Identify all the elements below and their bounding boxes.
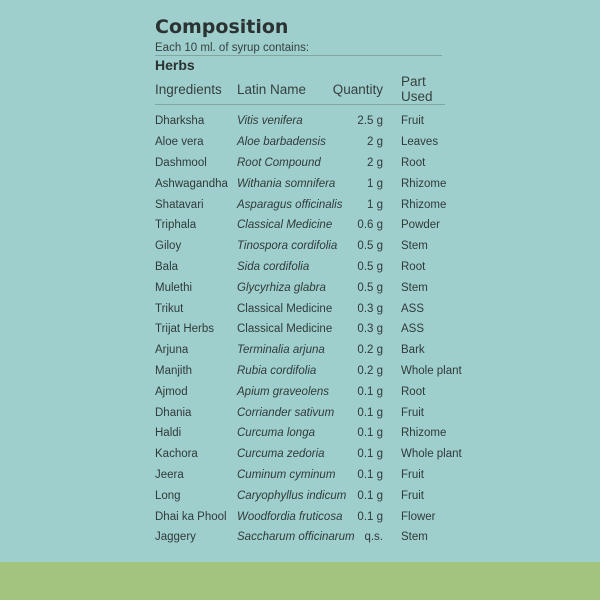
ingredient-cell: Kachora	[155, 448, 198, 461]
ingredient-cell: Jaggery	[155, 531, 196, 544]
ingredients-table	[155, 74, 462, 548]
section-heading-herbs: Herbs	[155, 55, 442, 74]
table-row	[155, 340, 445, 361]
part-used-cell: Flower	[401, 510, 436, 523]
quantity-cell: q.s.	[364, 531, 383, 544]
quantity-cell: 0.3 g	[357, 323, 383, 336]
table-row	[155, 277, 445, 298]
table-row	[155, 236, 445, 257]
column-header-ingredients: Ingredients	[155, 81, 222, 97]
table-row	[155, 381, 445, 402]
latin-name-cell: Glycyrhiza glabra	[237, 281, 326, 294]
latin-name-cell: Vitis venifera	[237, 115, 303, 128]
ingredient-cell: Dhania	[155, 406, 192, 419]
part-used-cell: Root	[401, 385, 426, 398]
latin-name-cell: Curcuma longa	[237, 427, 315, 440]
column-header-latin-name: Latin Name	[237, 81, 307, 97]
ingredient-cell: Ashwagandha	[155, 177, 228, 190]
quantity-cell: 0.1 g	[357, 385, 383, 398]
ingredient-cell: Shatavari	[155, 198, 204, 211]
quantity-cell: 0.1 g	[357, 427, 383, 440]
quantity-cell: 0.1 g	[357, 489, 383, 502]
table-row	[155, 194, 445, 215]
part-used-cell: Fruit	[401, 406, 424, 419]
latin-name-cell: Corriander sativum	[237, 406, 335, 419]
part-used-cell: Root	[401, 260, 426, 273]
latin-name-cell: Asparagus officinalis	[237, 198, 343, 211]
ingredient-cell: Manjith	[155, 364, 193, 377]
quantity-cell: 0.5 g	[357, 281, 383, 294]
part-used-cell: Stem	[401, 531, 428, 544]
composition-panel	[155, 14, 462, 548]
table-row	[155, 361, 445, 382]
part-used-cell: Stem	[401, 281, 428, 294]
table-row	[155, 527, 445, 548]
latin-name-cell: Classical Medicine	[237, 219, 333, 232]
latin-name-cell: Root Compound	[237, 156, 321, 169]
ingredient-cell: Long	[155, 489, 181, 502]
part-used-cell: Fruit	[401, 468, 424, 481]
table-row	[155, 485, 445, 506]
ingredient-cell: Bala	[155, 260, 179, 273]
quantity-cell: 0.6 g	[357, 219, 383, 232]
subtitle: Each 10 ml. of syrup contains:	[155, 42, 310, 54]
quantity-cell: 0.5 g	[357, 260, 383, 273]
ingredient-cell: Triphala	[155, 219, 197, 232]
quantity-cell: 0.1 g	[357, 448, 383, 461]
quantity-cell: 1 g	[367, 198, 383, 211]
quantity-cell: 0.1 g	[357, 510, 383, 523]
quantity-cell: 0.3 g	[357, 302, 383, 315]
part-used-cell: ASS	[401, 302, 425, 315]
table-row	[155, 111, 445, 132]
ingredient-cell: Aloe vera	[155, 136, 204, 149]
table-row	[155, 423, 445, 444]
quantity-cell: 0.1 g	[357, 406, 383, 419]
part-used-cell: Rhizome	[401, 177, 447, 190]
latin-name-cell: Aloe barbadensis	[237, 136, 326, 149]
latin-name-cell: Rubia cordifolia	[237, 364, 317, 377]
latin-name-cell: Classical Medicine	[237, 323, 333, 336]
latin-name-cell: Sida cordifolia	[237, 260, 310, 273]
ingredient-cell: Mulethi	[155, 281, 193, 294]
column-header-quantity: Quantity	[332, 81, 383, 97]
latin-name-cell: Saccharum officinarum	[237, 531, 355, 544]
ingredient-cell: Dhai ka Phool	[155, 510, 227, 523]
table-row	[155, 298, 445, 319]
part-used-cell: Whole plant	[401, 364, 462, 377]
quantity-cell: 0.1 g	[357, 468, 383, 481]
part-used-cell: Fruit	[401, 115, 424, 128]
latin-name-cell: Caryophyllus indicum	[237, 489, 347, 502]
ingredient-cell: Trikut	[155, 302, 184, 315]
table-row	[155, 173, 445, 194]
quantity-cell: 2 g	[367, 136, 383, 149]
table-header	[155, 74, 445, 105]
ingredient-cell: Jeera	[155, 468, 184, 481]
table-row	[155, 506, 445, 527]
ingredient-cell: Dharksha	[155, 115, 205, 128]
table-row	[155, 319, 445, 340]
quantity-cell: 0.2 g	[357, 364, 383, 377]
ingredient-cell: Ajmod	[155, 385, 188, 398]
part-used-cell: Whole plant	[401, 448, 462, 461]
latin-name-cell: Apium graveolens	[237, 385, 330, 398]
quantity-cell: 0.2 g	[357, 344, 383, 357]
ingredient-cell: Arjuna	[155, 344, 189, 357]
table-row	[155, 444, 445, 465]
quantity-cell: 0.5 g	[357, 240, 383, 253]
table-row	[155, 215, 445, 236]
ingredient-cell: Trijat Herbs	[155, 323, 214, 336]
table-row	[155, 257, 445, 278]
part-used-cell: Rhizome	[401, 427, 447, 440]
table-row	[155, 132, 445, 153]
quantity-cell: 2.5 g	[357, 115, 383, 128]
latin-name-cell: Terminalia arjuna	[237, 344, 325, 357]
ingredient-cell: Haldi	[155, 427, 182, 440]
part-used-cell: Bark	[401, 344, 425, 357]
page-title: Composition	[155, 16, 289, 38]
column-header-part-used: Part Used	[401, 74, 433, 104]
latin-name-cell: Withania somnifera	[237, 177, 336, 190]
part-used-cell: Rhizome	[401, 198, 447, 211]
part-used-cell: Fruit	[401, 489, 424, 502]
ingredient-cell: Dashmool	[155, 156, 207, 169]
part-used-cell: Root	[401, 156, 426, 169]
ingredient-cell: Giloy	[155, 240, 182, 253]
latin-name-cell: Curcuma zedoria	[237, 448, 325, 461]
footer-band	[0, 562, 600, 600]
quantity-cell: 2 g	[367, 156, 383, 169]
part-used-cell: Leaves	[401, 136, 439, 149]
table-row	[155, 465, 445, 486]
table-row	[155, 153, 445, 174]
latin-name-cell: Classical Medicine	[237, 302, 333, 315]
part-used-cell: ASS	[401, 323, 425, 336]
latin-name-cell: Woodfordia fruticosa	[237, 510, 343, 523]
latin-name-cell: Cuminum cyminum	[237, 468, 336, 481]
latin-name-cell: Tinospora cordifolia	[237, 240, 338, 253]
table-row	[155, 402, 445, 423]
part-used-cell: Powder	[401, 219, 440, 232]
quantity-cell: 1 g	[367, 177, 383, 190]
part-used-cell: Stem	[401, 240, 428, 253]
table-body	[155, 105, 462, 548]
